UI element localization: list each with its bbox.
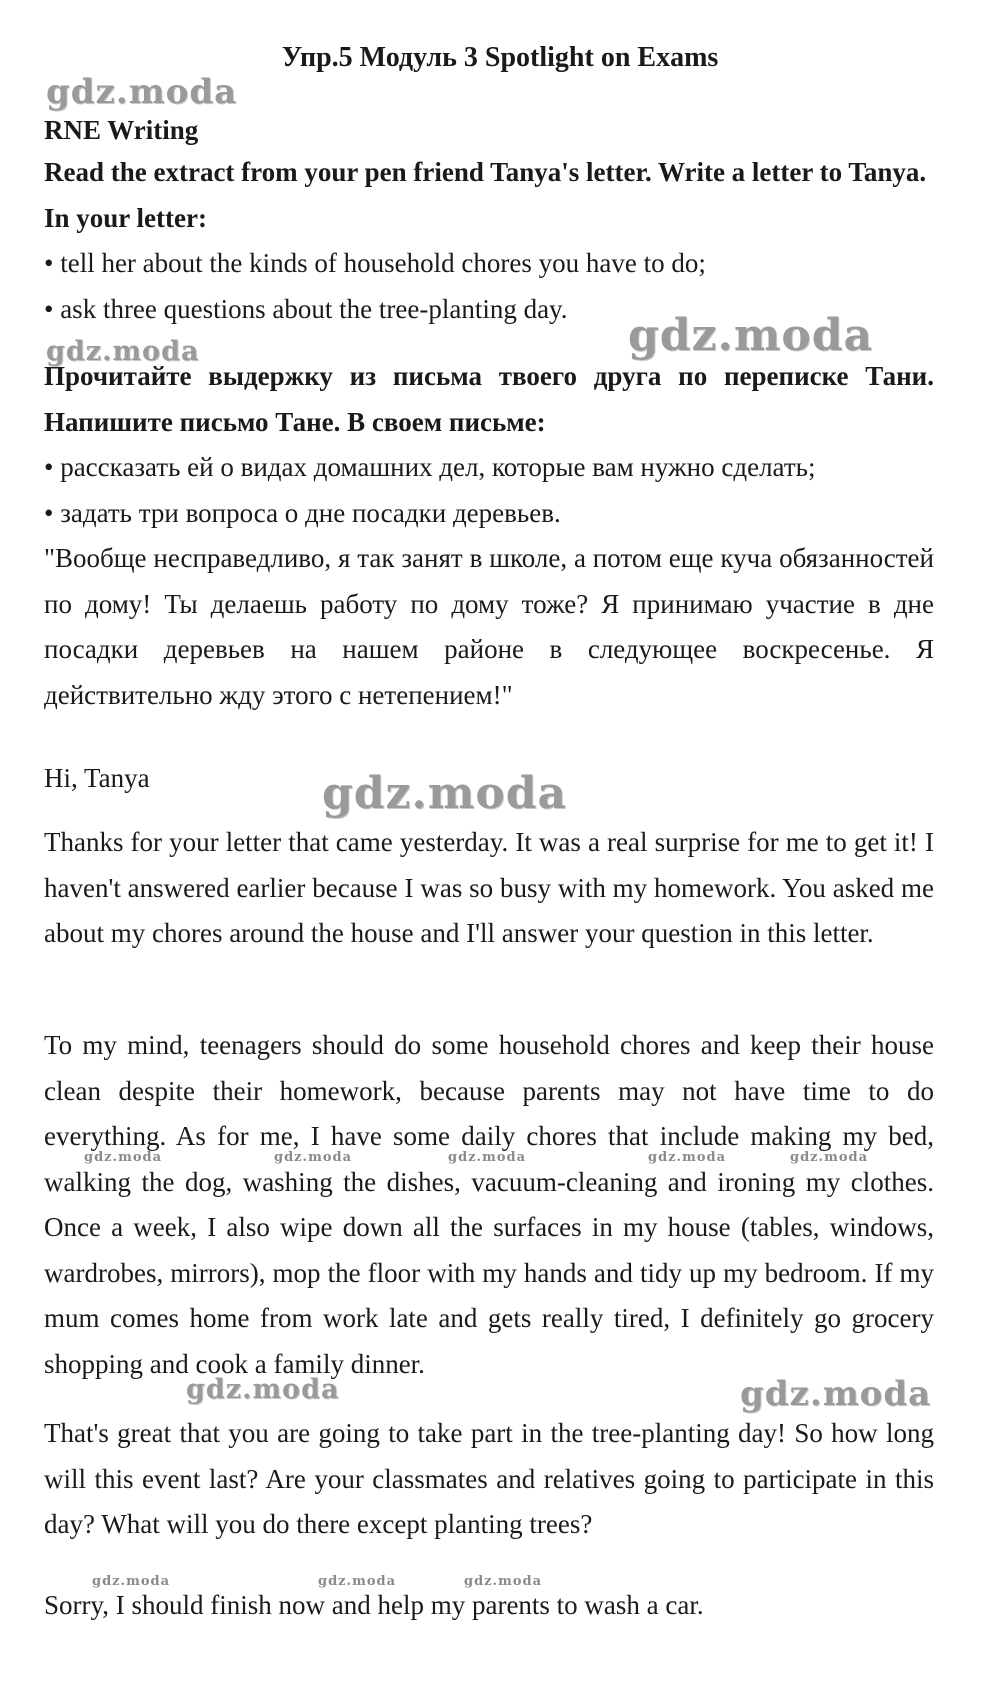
task-bullets-ru (44, 445, 934, 536)
watermark: gdz.moda (46, 72, 238, 112)
task-bullet: • tell her about the kinds of household chores you have to do; (44, 248, 706, 278)
letter-paragraph: That's great that you are going to take part in the tree-planting day! So how long will this event last? Are your classmates and relatives going to participate in this day? What will you do there except planting trees? (44, 1418, 934, 1539)
task-prompt-ru: Прочитайте выдержку из письма твоего друга по переписке Тани. Напишите письмо Тане. В своем письме: (44, 361, 934, 437)
letter-paragraph: Thanks for your letter that came yesterday. It was a real surprise for me to get it! I haven't answered earlier because I was so busy with my homework. You asked me about my chores around the house and I'll answer your question in this letter. (44, 827, 934, 948)
watermark: gdz.moda (648, 1150, 727, 1165)
letter-paragraph: To my mind, teenagers should do some household chores and keep their house clean despite their homework, because parents may not have time to do everything. As for me, I have some daily chores that include making my bed, walking the dog, washing the dishes, vacuum-cleaning and ironing my clothes. Once a week, I also wipe down all the surfaces in my house (tables, windows, wardrobes, mirrors), mop the floor with my hands and tidy up my bedroom. If my mum comes home from work late and gets really tired, I definitely go grocery shopping and cook a family dinner. (44, 1030, 934, 1379)
watermark: gdz.moda (46, 336, 200, 367)
watermark: gdz.moda (84, 1150, 163, 1165)
task-bullet: • задать три вопроса о дне посадки деревьев. (44, 497, 561, 528)
letter-greeting: Hi, Tanya (44, 763, 150, 793)
watermark: gdz.moda (186, 1374, 340, 1405)
task-bullets-en (44, 241, 934, 332)
watermark: gdz.moda (92, 1574, 171, 1589)
watermark: gdz.moda (318, 1574, 397, 1589)
page-title: Упр.5 Модуль 3 Spotlight on Exams (281, 42, 719, 73)
watermark: gdz.moda (740, 1374, 932, 1414)
task-bullet: • ask three questions about the tree-planting day. (44, 293, 568, 324)
watermark: gdz.moda (448, 1150, 527, 1165)
task-prompt-en: Read the extract from your pen friend Tanya's letter. Write a letter to Tanya. In your letter: (44, 157, 927, 233)
watermark: gdz.moda (322, 768, 568, 819)
watermark: gdz.moda (464, 1574, 543, 1589)
watermark: gdz.moda (790, 1150, 869, 1165)
section-heading: RNE Writing (44, 115, 199, 145)
task-bullet: • рассказать ей о видах домашних дел, которые вам нужно сделать; (44, 452, 816, 482)
watermark: gdz.moda (628, 310, 874, 361)
letter-paragraph: Sorry, I should finish now and help my parents to wash a car. (44, 1590, 704, 1620)
watermark: gdz.moda (274, 1150, 353, 1165)
letter-extract-quote: "Вообще несправедливо, я так занят в школе, а потом еще куча обязанностей по дому! Ты делаешь работу по дому тоже? Я принимаю участие в дне посадки деревьев на нашем районе в следующее воскресенье. Я действительно жду этого с нетепением!" (44, 543, 934, 710)
